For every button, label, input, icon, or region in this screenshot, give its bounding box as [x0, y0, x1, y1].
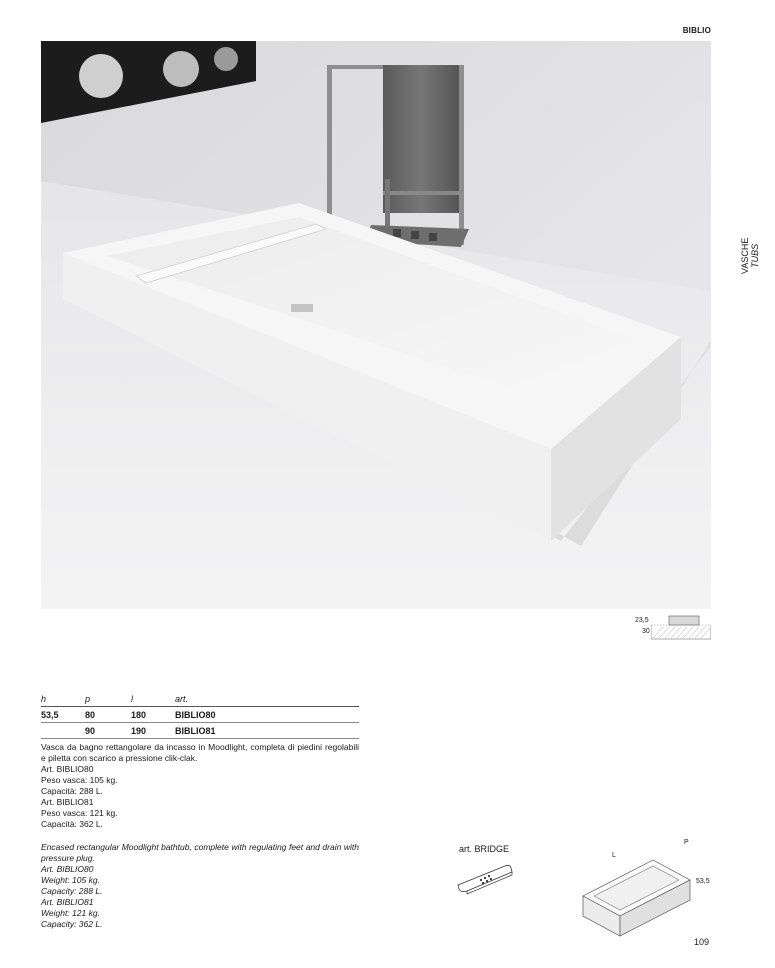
brand-name: BIBLIO — [682, 26, 711, 35]
cell-p: 90 — [85, 723, 131, 739]
spec-table — [41, 694, 359, 739]
header-l: l — [131, 694, 175, 707]
tub-dim-p: P — [684, 839, 689, 846]
cell-art: BIBLIO80 — [175, 707, 359, 723]
tub-dim-l: L — [612, 852, 616, 859]
bridge-drawing — [455, 858, 515, 898]
description-it-line: Art. BIBLIO81 — [41, 797, 94, 807]
description-en-line: Capacity: 288 L. — [41, 886, 103, 896]
cell-h: 53,5 — [41, 707, 85, 723]
header-p: p — [85, 694, 131, 707]
section-bottom-value: 30 — [642, 628, 650, 635]
description-it-line: Capacità: 288 L. — [41, 786, 103, 796]
cell-h — [41, 723, 85, 739]
header-art: art. — [175, 694, 359, 707]
description-en-line: Art. BIBLIO81 — [41, 897, 94, 907]
description-en-line: Weight: 121 kg. — [41, 908, 100, 918]
table-row — [41, 707, 359, 723]
section-top-value: 23,5 — [635, 617, 649, 624]
category-label-it: VASCHE — [740, 237, 750, 274]
description-en-line: Art. BIBLIO80 — [41, 864, 94, 874]
description-it-line: Capacità: 362 L. — [41, 819, 103, 829]
section-diagram — [630, 615, 712, 643]
category-side-label — [740, 238, 760, 274]
description-it-intro: Vasca da bagno rettangolare da incasso in Moodlight, completa di piedini regolabili e piletta con scarico a pressione clik-clak. — [41, 742, 359, 763]
description-italian — [41, 742, 359, 830]
cell-p: 80 — [85, 707, 131, 723]
product-photo — [41, 41, 711, 609]
description-it-line: Peso vasca: 121 kg. — [41, 808, 118, 818]
cell-l: 180 — [131, 707, 175, 723]
spec-table-header — [41, 694, 359, 707]
cell-art: BIBLIO81 — [175, 723, 359, 739]
description-it-line: Peso vasca: 105 kg. — [41, 775, 118, 785]
header-h: h — [41, 694, 85, 707]
description-en-line: Weight: 105 kg. — [41, 875, 100, 885]
tub-dim-h: 53,5 — [696, 878, 710, 885]
bridge-label: art. BRIDGE — [459, 844, 510, 854]
tub-line-drawing — [580, 838, 710, 938]
description-english — [41, 842, 359, 930]
category-label-en: TUBS — [750, 243, 760, 268]
description-en-line: Capacity: 362 L. — [41, 919, 103, 929]
table-row — [41, 723, 359, 739]
description-it-line: Art. BIBLIO80 — [41, 764, 94, 774]
cell-l: 190 — [131, 723, 175, 739]
description-en-intro: Encased rectangular Moodlight bathtub, complete with regulating feet and drain with pressure plug. — [41, 842, 359, 863]
page-number: 109 — [694, 937, 710, 947]
